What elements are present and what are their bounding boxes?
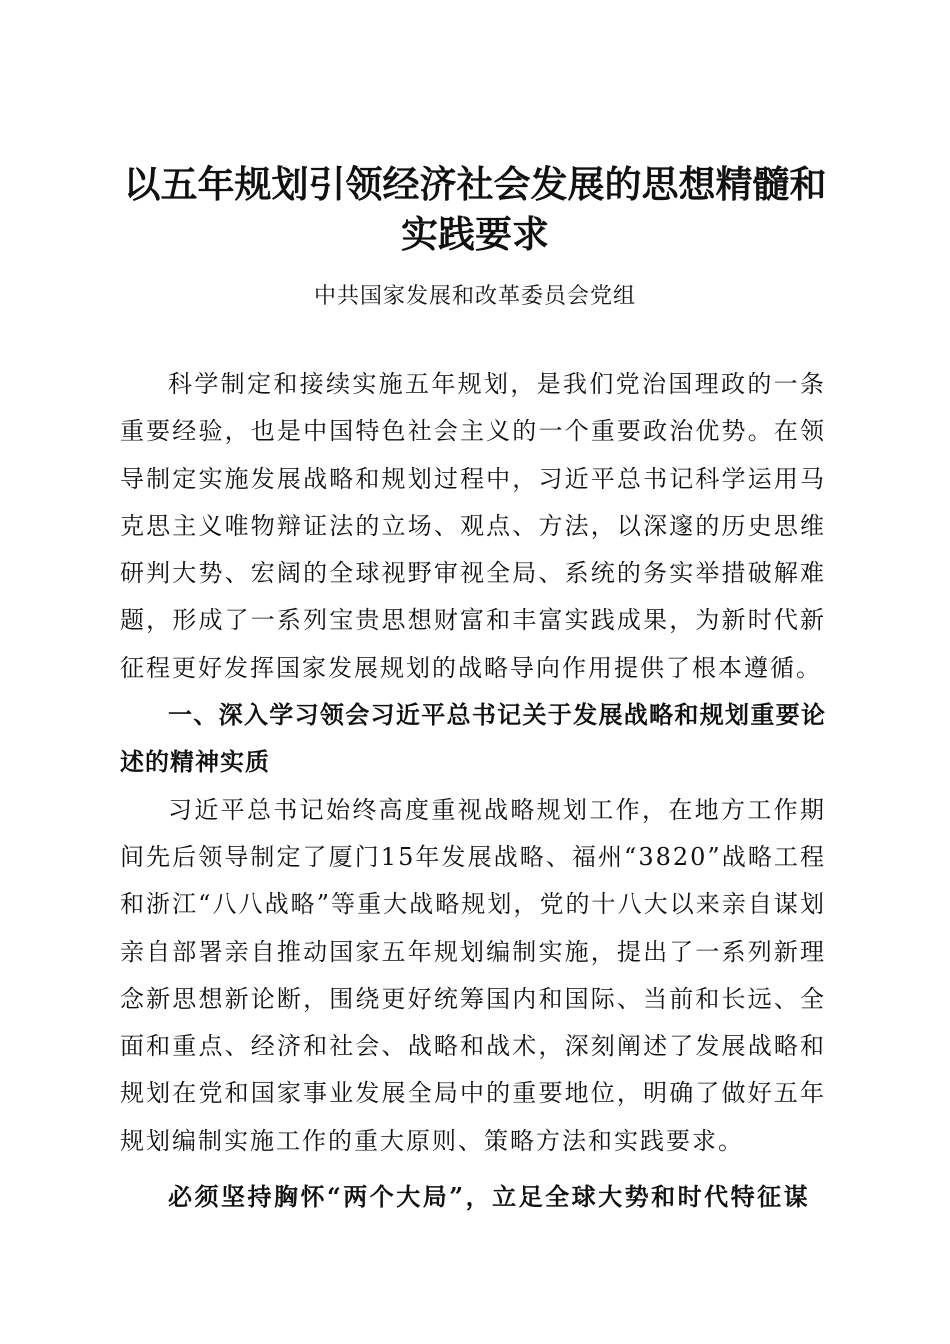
- body-paragraph-continued: 必须坚持胸怀“两个大局”，立足全球大势和时代特征谋: [168, 1182, 811, 1212]
- document-body: [120, 361, 826, 1220]
- body-paragraph: 习近平总书记始终高度重视战略规划工作，在地方工作期间先后领导制定了厦门15年发展战略、福州“3820”战略工程和浙江“八八战略”等重大战略规划，党的十八大以来亲自谋划亲自部署亲自推动国家五年规划编制实施，提出了一系列新理念新思想新论断，围绕更好统筹国内和国际、当前和长远、全面和重点、经济和社会、战略和战术，深刻阐述了发展战略和规划在党和国家事业发展全局中的重要地位，明确了做好五年规划编制实施工作的重大原则、策略方法和实践要求。: [120, 795, 826, 1155]
- document-title: 以五年规划引领经济社会发展的思想精髓和实践要求: [123, 163, 827, 256]
- document-author: 中共国家发展和改革委员会党组: [313, 284, 636, 309]
- intro-paragraph: 科学制定和接续实施五年规划，是我们党治国理政的一条重要经验，也是中国特色社会主义的一个重要政治优势。在领导制定实施发展战略和规划过程中，习近平总书记科学运用马克思主义唯物辩证法的立场、观点、方法，以深邃的历史思维研判大势、宏阔的全球视野审视全局、系统的务实举措破解难题，形成了一系列宝贵思想财富和丰富实践成果，为新时代新征程更好发挥国家发展规划的战略导向作用提供了根本遵循。: [120, 370, 826, 682]
- section-heading: 一、深入学习领会习近平总书记关于发展战略和规划重要论述的精神实质: [120, 701, 826, 777]
